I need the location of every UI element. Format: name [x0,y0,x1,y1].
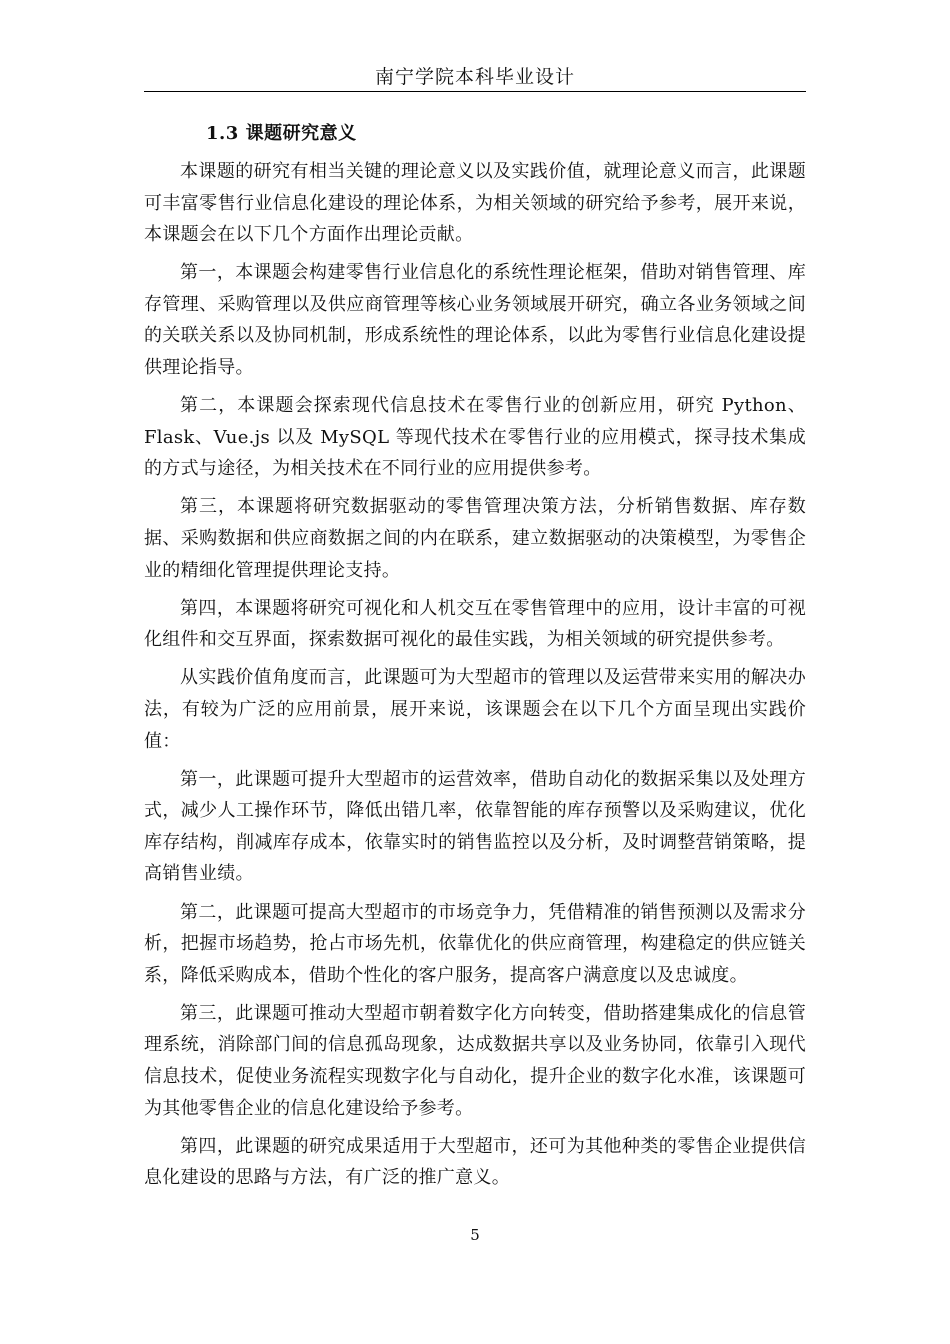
body-paragraph: 第二，本课题会探索现代信息技术在零售行业的创新应用，研究 Python、Flask、Vue.js 以及 MySQL 等现代技术在零售行业的应用模式，探寻技术集成的方式与途径，为相关技术在不同行业的应用提供参考。 [144,395,806,480]
body-paragraph: 从实践价值角度而言，此课题可为大型超市的管理以及运营带来实用的解决办法，有较为广泛的应用前景，展开来说，该课题会在以下几个方面呈现出实践价值： [144,667,806,752]
page-header: 南宁学院本科毕业设计 [374,66,575,88]
body-paragraph: 本课题的研究有相当关键的理论意义以及实践价值，就理论意义而言，此课题可丰富零售行业信息化建设的理论体系，为相关领域的研究给予参考，展开来说，本课题会在以下几个方面作出理论贡献。 [144,161,806,246]
body-paragraph: 第三，本课题将研究数据驱动的零售管理决策方法，分析销售数据、库存数据、采购数据和供应商数据之间的内在联系，建立数据驱动的决策模型，为零售企业的精细化管理提供理论支持。 [144,496,806,581]
body-paragraph: 第二，此课题可提高大型超市的市场竞争力，凭借精准的销售预测以及需求分析，把握市场趋势，抢占市场先机，依靠优化的供应商管理，构建稳定的供应链关系，降低采购成本，借助个性化的客户服务，提高客户满意度以及忠诚度。 [144,901,806,986]
page-number: 5 [470,1226,480,1244]
body-paragraph: 第一，本课题会构建零售行业信息化的系统性理论框架，借助对销售管理、库存管理、采购管理以及供应商管理等核心业务领域展开研究，确立各业务领域之间的关联关系以及协同机制，形成系统性的理论体系，以此为零售行业信息化建设提供理论指导。 [144,262,806,379]
header-divider [144,91,806,92]
body-paragraph: 第一，此课题可提升大型超市的运营效率，借助自动化的数据采集以及处理方式，减少人工操作环节，降低出错几率，依靠智能的库存预警以及采购建议，优化库存结构，削减库存成本，依靠实时的销售监控以及分析，及时调整营销策略，提高销售业绩。 [144,768,806,885]
body-paragraph: 第四，此课题的研究成果适用于大型超市，还可为其他种类的零售企业提供信息化建设的思路与方法，有广泛的推广意义。 [144,1135,806,1189]
body-paragraph: 第四，本课题将研究可视化和人机交互在零售管理中的应用，设计丰富的可视化组件和交互界面，探索数据可视化的最佳实践，为相关领域的研究提供参考。 [144,597,806,651]
section-title: 1.3 课题研究意义 [206,123,357,144]
page-body [144,118,806,1194]
body-paragraph: 第三，此课题可推动大型超市朝着数字化方向转变，借助搭建集成化的信息管理系统，消除部门间的信息孤岛现象，达成数据共享以及业务协同，依靠引入现代信息技术，促使业务流程实现数字化与自动化，提升企业的数字化水准，该课题可为其他零售企业的信息化建设给予参考。 [144,1002,806,1119]
